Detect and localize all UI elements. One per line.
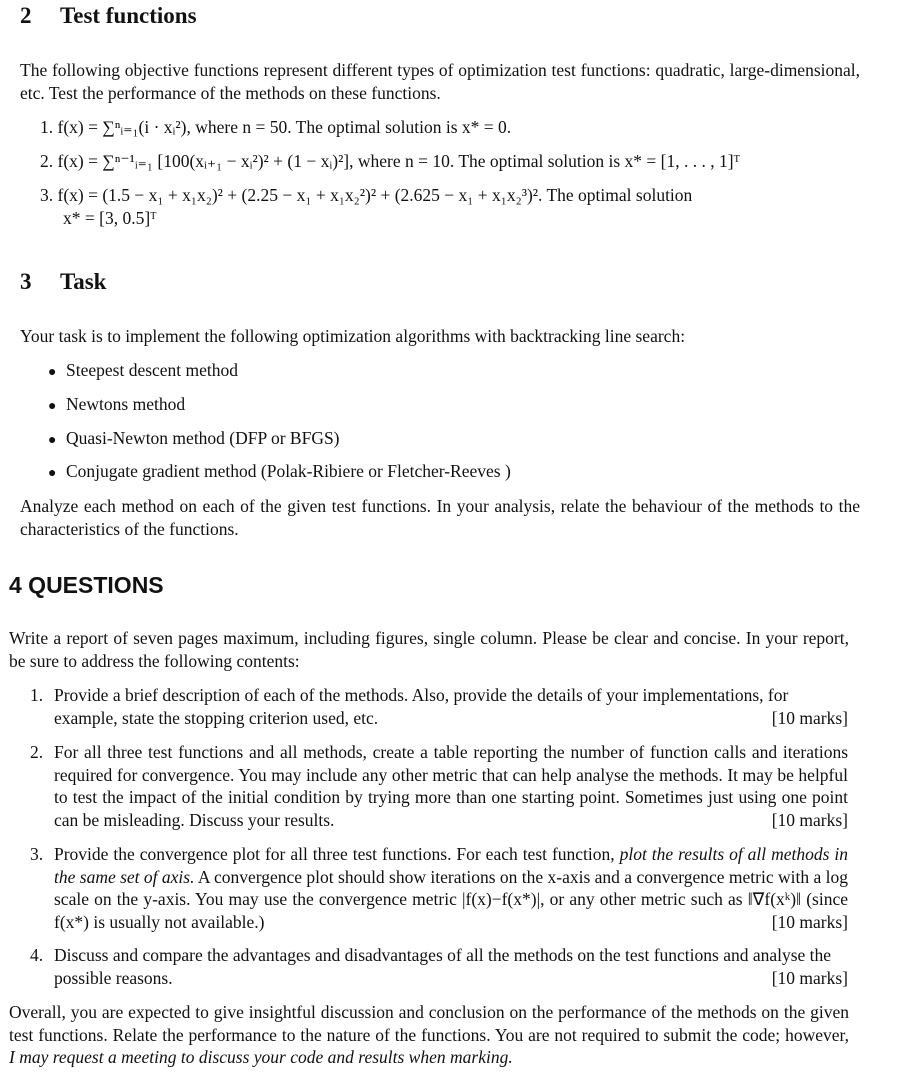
marks-label: [10 marks] (771, 809, 848, 830)
marks-label: [10 marks] (771, 967, 848, 988)
bullet-item: ● Steepest descent method (48, 360, 239, 380)
test-function-3-solution: x* = [3, 0.5]ᵀ (63, 208, 157, 228)
section-2-heading (20, 3, 197, 29)
section-3-analysis: Analyze each method on each of the given test functions. In your analysis, relate the behaviour of the methods to the characteristics of the functions. (20, 496, 860, 539)
bullet-item: ● Quasi-Newton method (DFP or BFGS) (48, 428, 340, 448)
test-function-2: 2. f(x) = ∑ⁿ⁻¹ᵢ₌₁ [100(xᵢ₊₁ − xᵢ²)² + (1 − xᵢ)²], where n = 10. The optimal solution is x* = [1, . . . , 1]ᵀ (40, 151, 740, 171)
section-4-heading: 4 QUESTIONS (9, 572, 164, 598)
section-3-heading: 3 Task (20, 269, 107, 294)
question-2: 2. For all three test functions and all methods, create a table reporting the number of function calls and iterations required for convergence. You may include any other metric that can help analyse the methods. It may be helpful to test the impact of the initial condition by trying more than one starting point. Sometimes just using one point can be misleading. Discuss your results. [10 marks] (30, 742, 848, 830)
question-1: 1. Provide a brief description of each of the methods. Also, provide the details of your implementations, for example, state the stopping criterion used, etc. [10 marks] (30, 685, 848, 728)
question-4: 4. Discuss and compare the advantages and disadvantages of all the methods on the test functions and analyse the possible reasons. [10 marks] (30, 945, 848, 988)
section-3-intro: Your task is to implement the following optimization algorithms with backtracking line search: (20, 326, 686, 346)
section-4-intro: Write a report of seven pages maximum, including figures, single column. Please be clear and concise. In your report, be sure to address the following contents: (9, 628, 849, 671)
bullet-item: ● Conjugate gradient method (Polak-Ribiere or Fletcher-Reeves ) (48, 461, 511, 481)
marks-label: [10 marks] (771, 911, 848, 932)
marks-label: [10 marks] (771, 707, 848, 728)
section-title: Test functions (60, 3, 197, 28)
test-function-1: 1. f(x) = ∑ⁿᵢ₌₁(i · xᵢ²), where n = 50. The optimal solution is x* = 0. (40, 117, 512, 137)
bullet-item: ● Newtons method (48, 394, 186, 414)
section-number: 2 (20, 3, 32, 28)
section-2-intro: The following objective functions represent different types of optimization test functions: quadratic, large-dimensional, etc. Test the performance of the methods on these functions. (20, 60, 860, 103)
question-3: 3. Provide the convergence plot for all three test functions. For each test function, plot the results of all methods in the same set of axis. A convergence plot should show iterations on the x-axis and a convergence metric with a log scale on the y-axis. You may use the convergence metric |f(x)−f(x*)|, or any other metric such as ‖∇f(xᵏ)‖ (since f(x*) is usually not available.) [10 marks] (30, 844, 849, 932)
section-4-outro: Overall, you are expected to give insightful discussion and conclusion on the performance of the methods on the given test functions. Relate the performance to the nature of the functions. You are not required to submit the code; however, I may request a meeting to discuss your code and results when marking. (9, 1002, 849, 1067)
test-function-3: 3. f(x) = (1.5 − x₁ + x₁x₂)² + (2.25 − x₁ + x₁x₂²)² + (2.625 − x₁ + x₁x₂³)². The optimal solution (40, 185, 693, 205)
